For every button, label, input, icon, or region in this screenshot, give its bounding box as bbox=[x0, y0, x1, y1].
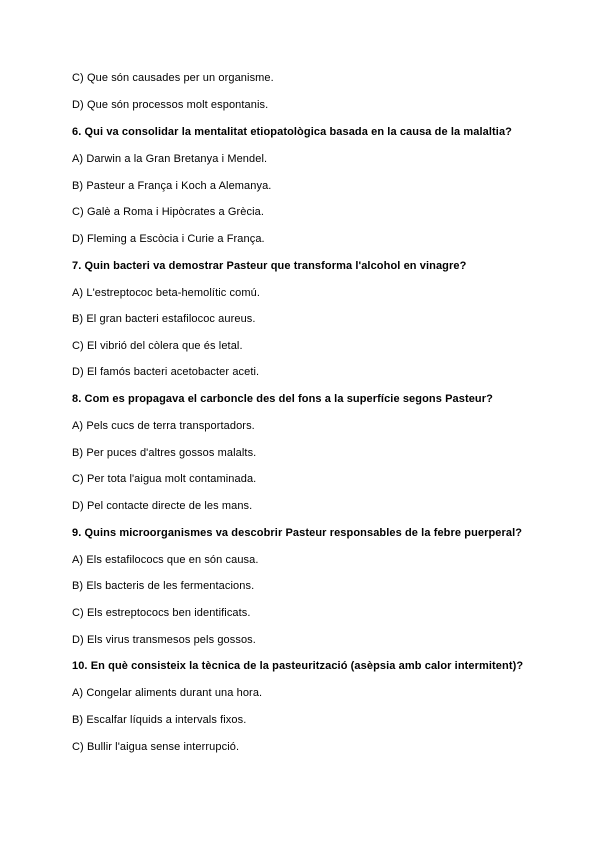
answer-option: A) Congelar aliments durant una hora. bbox=[72, 687, 263, 699]
answer-option: A) Els estafilococs que en són causa. bbox=[72, 554, 259, 566]
question-heading: 7. Quin bacteri va demostrar Pasteur que transforma l'alcohol en vinagre? bbox=[72, 260, 467, 272]
answer-option: C) Galè a Roma i Hipòcrates a Grècia. bbox=[72, 206, 264, 218]
answer-option: B) Pasteur a França i Koch a Alemanya. bbox=[72, 180, 272, 192]
answer-option: A) Pels cucs de terra transportadors. bbox=[72, 420, 255, 432]
answer-option: B) Escalfar líquids a intervals fixos. bbox=[72, 714, 247, 726]
answer-option: C) Els estreptococs ben identificats. bbox=[72, 607, 251, 619]
answer-option: C) Bullir l'aigua sense interrupció. bbox=[72, 741, 240, 753]
answer-option: D) Que són processos molt espontanis. bbox=[72, 99, 269, 111]
answer-option: C) El vibrió del còlera que és letal. bbox=[72, 340, 243, 352]
answer-option: D) Pel contacte directe de les mans. bbox=[72, 500, 253, 512]
answer-option: B) Els bacteris de les fermentacions. bbox=[72, 580, 255, 592]
answer-option: C) Que són causades per un organisme. bbox=[72, 72, 274, 84]
answer-option: B) El gran bacteri estafilococ aureus. bbox=[72, 313, 256, 325]
question-heading: 10. En què consisteix la tècnica de la pasteurització (asèpsia amb calor intermitent)? bbox=[72, 660, 524, 672]
answer-option: A) Darwin a la Gran Bretanya i Mendel. bbox=[72, 153, 268, 165]
question-heading: 6. Qui va consolidar la mentalitat etiopatològica basada en la causa de la malaltia? bbox=[72, 126, 512, 138]
answer-option: D) Fleming a Escòcia i Curie a França. bbox=[72, 233, 265, 245]
answer-option: C) Per tota l'aigua molt contaminada. bbox=[72, 473, 257, 485]
answer-option: D) Els virus transmesos pels gossos. bbox=[72, 634, 256, 646]
question-heading: 8. Com es propagava el carboncle des del fons a la superfície segons Pasteur? bbox=[72, 393, 493, 405]
question-heading: 9. Quins microorganismes va descobrir Pasteur responsables de la febre puerperal? bbox=[72, 527, 523, 539]
answer-option: D) El famós bacteri acetobacter aceti. bbox=[72, 366, 260, 378]
answer-option: A) L'estreptococ beta-hemolític comú. bbox=[72, 287, 260, 299]
answer-option: B) Per puces d'altres gossos malalts. bbox=[72, 447, 257, 459]
